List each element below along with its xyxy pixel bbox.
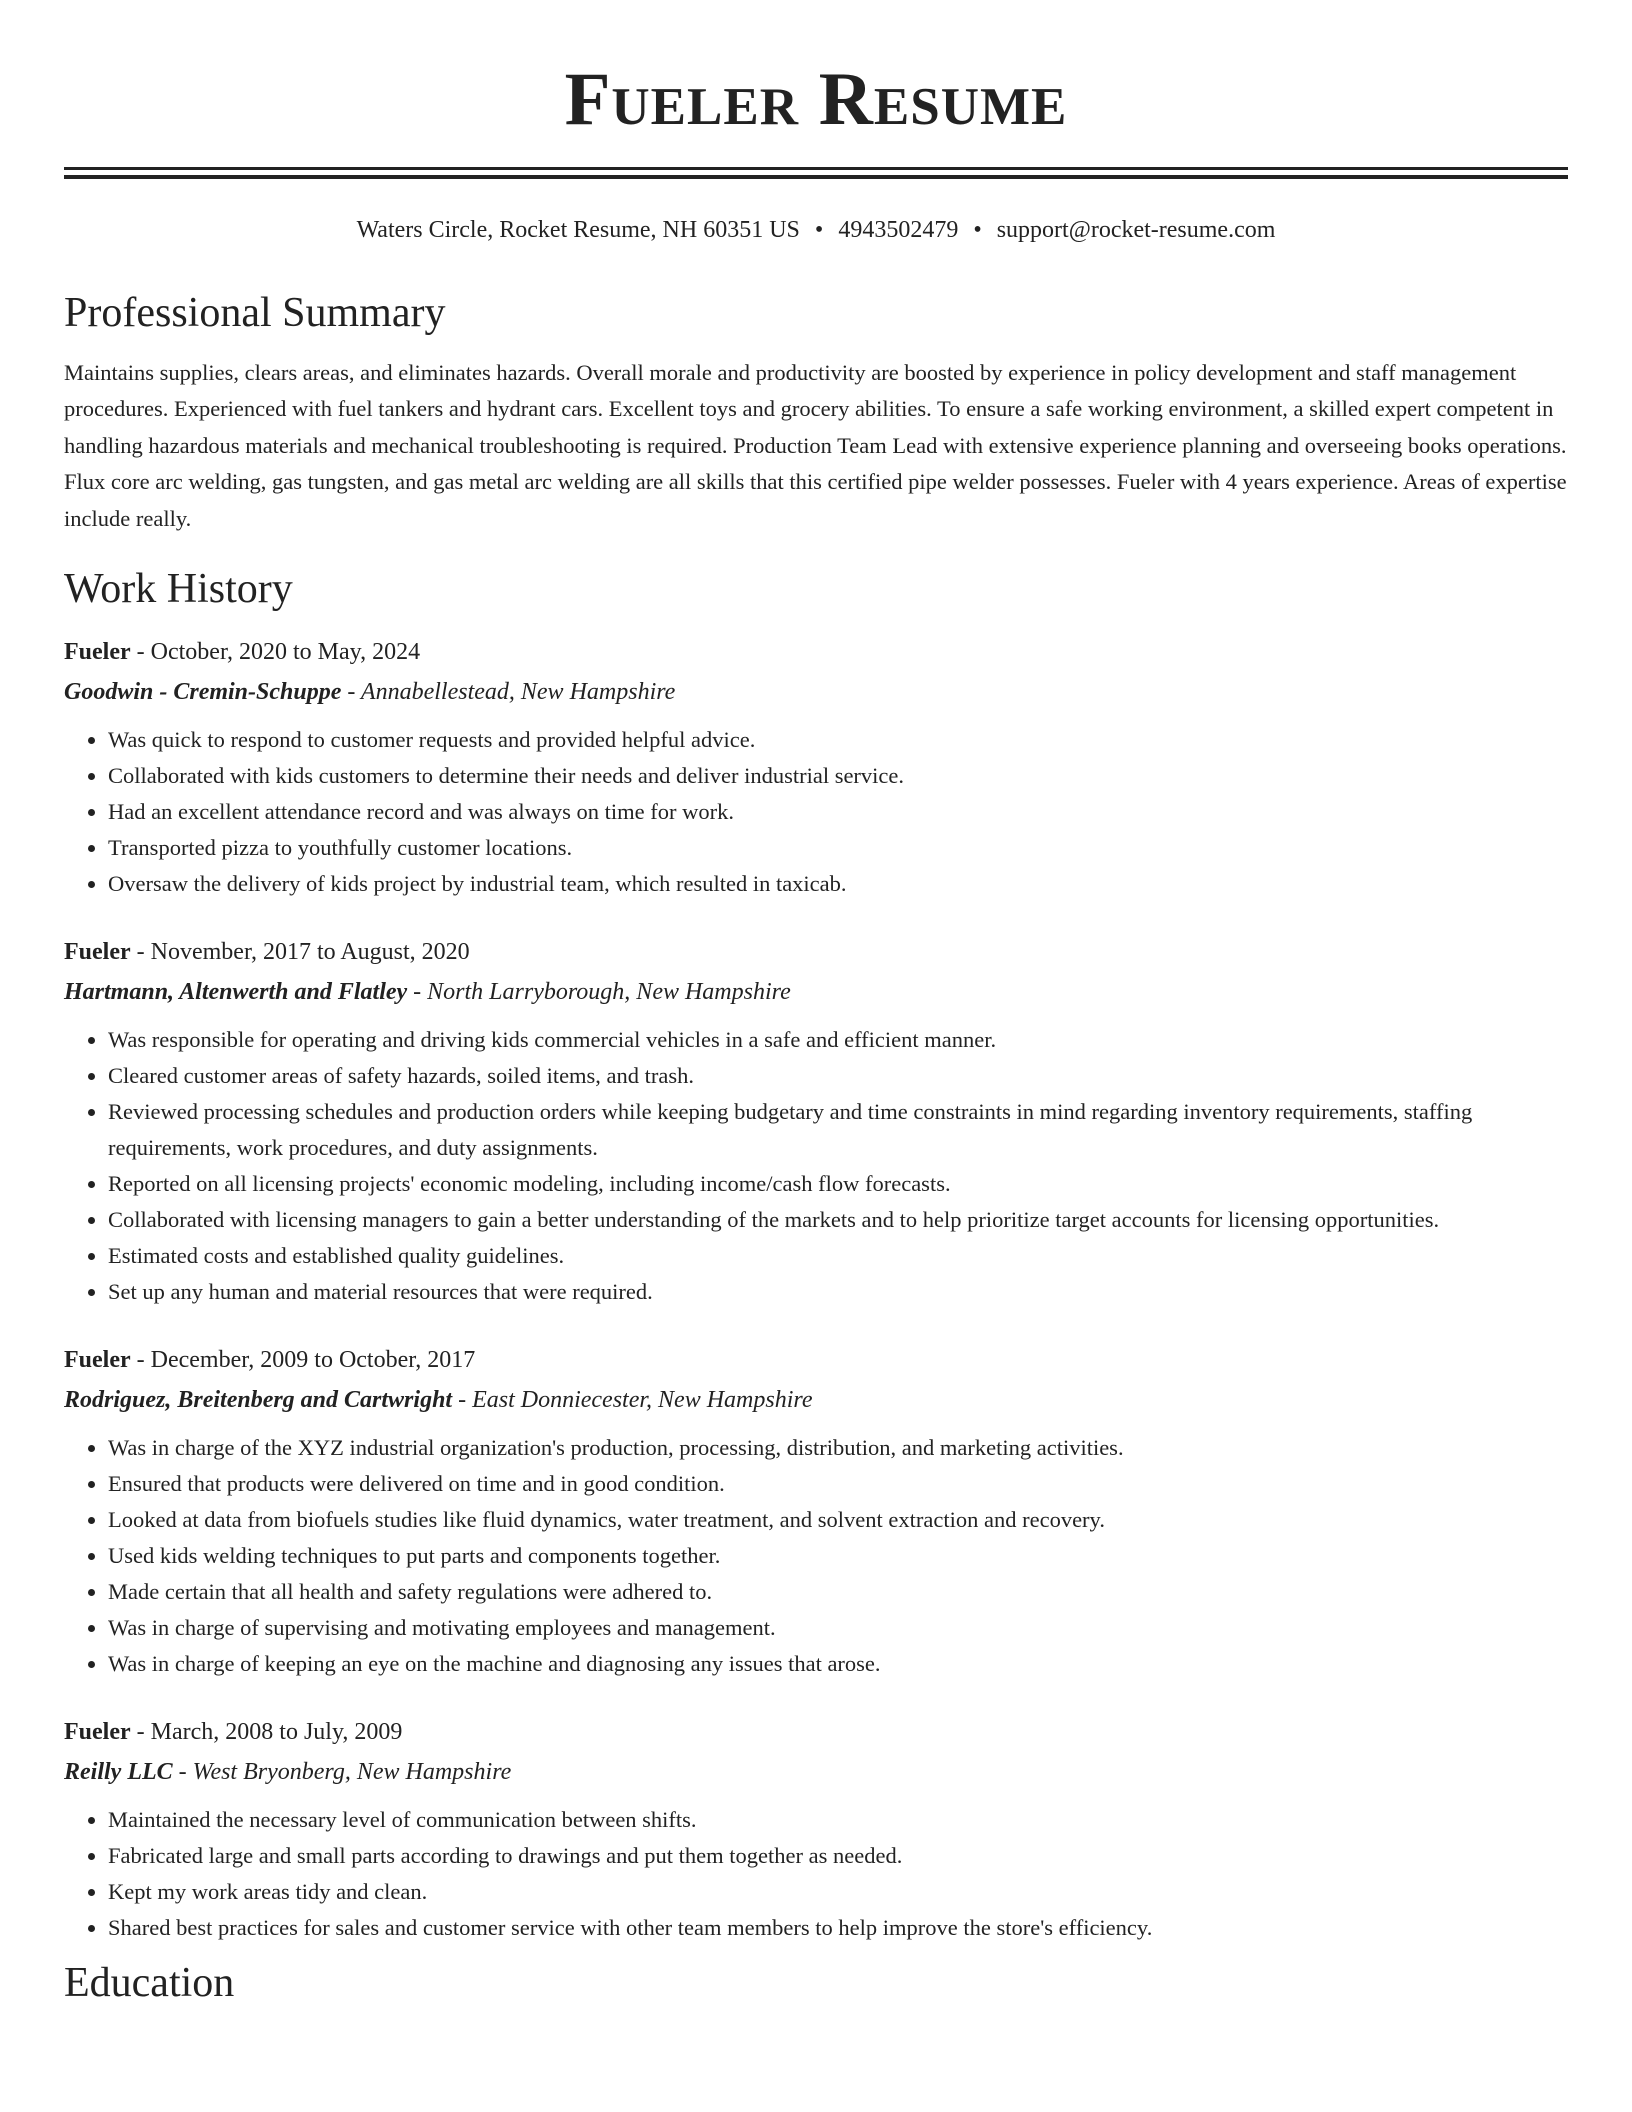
duty-item: • Shared best practices for sales and customer service with other team members to help improve the store's efficiency. [108,1910,1568,1946]
company-location: - East Donniecester, New Hampshire [452,1387,813,1414]
summary-heading: Professional Summary [64,290,446,337]
company-line [64,672,1568,712]
duty-item: • Transported pizza to youthfully customer locations. [108,830,1568,866]
job-list [64,632,1568,1946]
job-dates: - November, 2017 to August, 2020 [130,939,470,966]
duty-item: • Made certain that all health and safety regulations were adhered to. [108,1574,1568,1610]
job-dates: - October, 2020 to May, 2024 [130,639,421,666]
duty-item: • Was in charge of keeping an eye on the machine and diagnosing any issues that arose. [108,1646,1568,1682]
duty-item: • Had an excellent attendance record and was always on time for work. [108,794,1568,830]
duty-item: • Was responsible for operating and driving kids commercial vehicles in a safe and efficient manner. [108,1022,1568,1058]
title-rule-bottom [64,175,1568,179]
duty-item: • Reported on all licensing projects' economic modeling, including income/cash flow forecasts. [108,1166,1568,1202]
work-history-heading: Work History [64,566,293,613]
duty-item: • Collaborated with kids customers to determine their needs and deliver industrial service. [108,758,1568,794]
duty-item: • Oversaw the delivery of kids project by industrial team, which resulted in taxicab. [108,866,1568,902]
contact-phone: 4943502479 [838,217,959,243]
job-title-line [64,932,1568,972]
company-name: Reilly LLC [64,1759,173,1786]
duty-item: • Fabricated large and small parts according to drawings and put them together as needed. [108,1838,1568,1874]
education-heading: Education [64,1960,235,2007]
company-line [64,1752,1568,1792]
duty-item: • Was quick to respond to customer requests and provided helpful advice. [108,722,1568,758]
title-rule-top [64,167,1568,170]
duty-item: • Was in charge of supervising and motivating employees and management. [108,1610,1568,1646]
job-entry [64,1340,1568,1682]
duty-item: • Used kids welding techniques to put parts and components together. [108,1538,1568,1574]
company-line [64,1380,1568,1420]
contact-separator: • [973,217,982,243]
company-location: - Annabellestead, New Hampshire [341,679,676,706]
job-title: Fueler [64,939,131,966]
duty-item: • Cleared customer areas of safety hazards, soiled items, and trash. [108,1058,1568,1094]
job-entry [64,932,1568,1310]
contact-separator: • [814,217,824,243]
job-dates: - December, 2009 to October, 2017 [130,1347,476,1374]
company-line [64,972,1568,1012]
job-entry [64,1712,1568,1946]
duty-list [64,722,1568,902]
duty-list [64,1022,1568,1310]
resume-title: Fueler Resume [564,58,1068,141]
job-title-line [64,632,1568,672]
contact-address: Waters Circle, Rocket Resume, NH 60351 US [356,217,800,243]
company-location: - North Larryborough, New Hampshire [407,979,791,1006]
job-title: Fueler [64,1347,131,1374]
duty-list [64,1430,1568,1682]
company-name: Rodriguez, Breitenberg and Cartwright [64,1387,453,1414]
job-title-line [64,1712,1568,1752]
duty-item: • Ensured that products were delivered on time and in good condition. [108,1466,1568,1502]
duty-item: • Maintained the necessary level of communication between shifts. [108,1802,1568,1838]
duty-item: • Estimated costs and established quality guidelines. [108,1238,1568,1274]
contact-line [64,215,1568,246]
duty-item: • Was in charge of the XYZ industrial organization's production, processing, distribution, and marketing activities. [108,1430,1568,1466]
company-name: Hartmann, Altenwerth and Flatley [64,979,408,1006]
duty-item: • Set up any human and material resources that were required. [108,1274,1568,1310]
summary-text: Maintains supplies, clears areas, and eliminates hazards. Overall morale and productivity are boosted by experience in policy development and staff management procedures. Experienced with fuel tankers and hydrant cars. Excellent toys and grocery abilities. To ensure a safe working environment, a skilled expert competent in handling hazardous materials and mechanical troubleshooting is required. Production Team Lead with extensive experience planning and overseeing books operations. Flux core arc welding, gas tungsten, and gas metal arc welding are all skills that this certified pipe welder possesses. Fueler with 4 years experience. Areas of expertise include really. [64,359,1567,531]
job-title: Fueler [64,1719,131,1746]
duty-item: • Collaborated with licensing managers to gain a better understanding of the markets and to help prioritize target accounts for licensing opportunities. [108,1202,1568,1238]
duty-item: • Reviewed processing schedules and production orders while keeping budgetary and time constraints in mind regarding inventory requirements, staffing requirements, work procedures, and duty assignments. [108,1094,1568,1166]
job-dates: - March, 2008 to July, 2009 [130,1719,403,1746]
duty-item: • Kept my work areas tidy and clean. [108,1874,1568,1910]
job-title-line [64,1340,1568,1380]
contact-email: support@rocket-resume.com [996,217,1276,243]
company-location: - West Bryonberg, New Hampshire [172,1759,512,1786]
job-title: Fueler [64,639,131,666]
job-entry [64,632,1568,902]
company-name: Goodwin - Cremin-Schuppe [64,679,342,706]
duty-list [64,1802,1568,1946]
duty-item: • Looked at data from biofuels studies like fluid dynamics, water treatment, and solvent extraction and recovery. [108,1502,1568,1538]
